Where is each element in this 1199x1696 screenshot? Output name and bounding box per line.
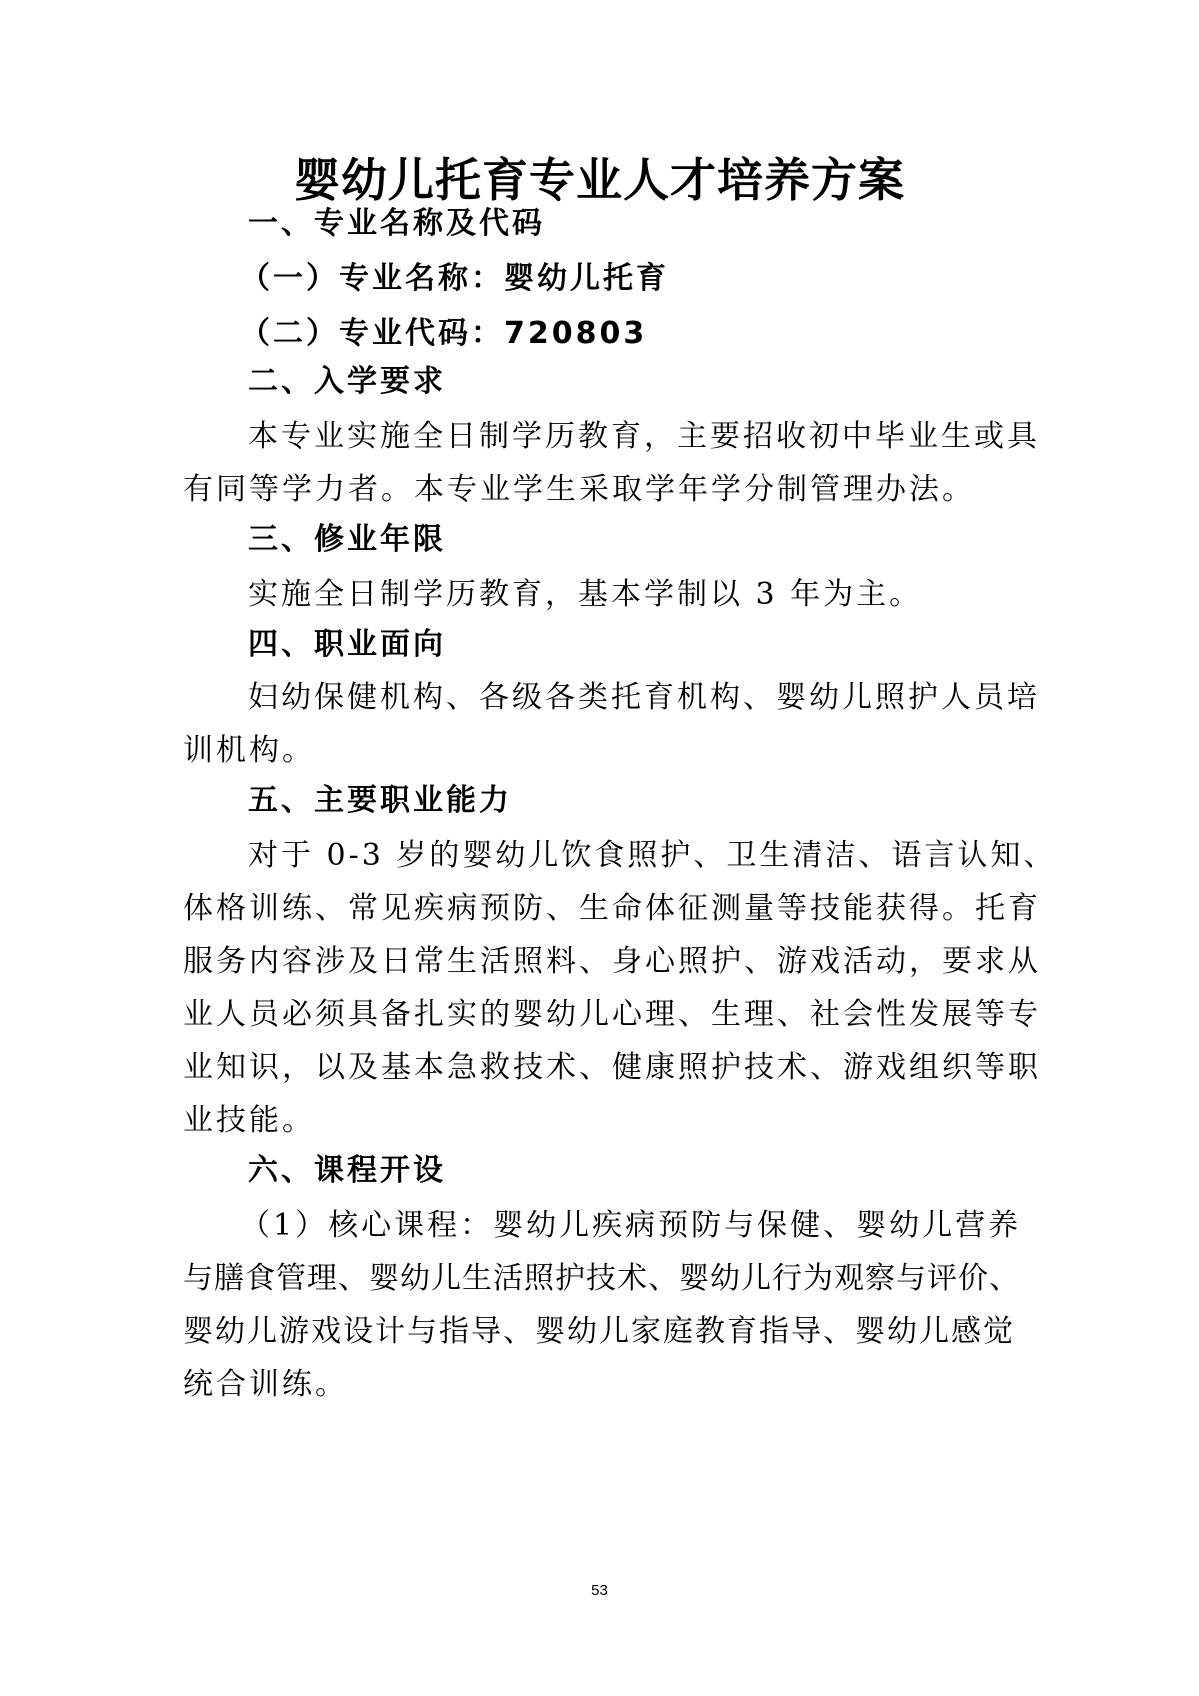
section-heading-6: 六、课程开设 [248,1153,446,1188]
section-heading-3: 三、修业年限 [248,522,446,557]
section-heading-2: 二、入学要求 [248,364,446,399]
paragraph-line: 妇幼保健机构、各级各类托育机构、婴幼儿照护人员培 [248,680,1040,715]
paragraph-line: 业知识，以及基本急救技术、健康照护技术、游戏组织等职 [183,1050,1041,1085]
paragraph-line: 统合训练。 [183,1367,348,1402]
paragraph-line: 对于 0-3 岁的婴幼儿饮食照护、卫生清洁、语言认知、 [248,838,1057,873]
paragraph-line: （1）核心课程：婴幼儿疾病预防与保健、婴幼儿营养 [240,1208,1022,1243]
subsection-major-name: （一）专业名称：婴幼儿托育 [240,261,669,296]
paragraph-line: 体格训练、常见疾病预防、生命体征测量等技能获得。托育 [183,891,1041,926]
paragraph-line: 本专业实施全日制学历教育，主要招收初中毕业生或具 [248,419,1040,454]
paragraph-line: 业人员必须具备扎实的婴幼儿心理、生理、社会性发展等专 [183,997,1041,1032]
subsection-major-code: （二）专业代码：720803 [240,316,648,351]
document-title: 婴幼儿托育专业人才培养方案 [294,153,905,207]
page-number: 53 [591,1582,608,1599]
paragraph-line: 业技能。 [183,1103,315,1138]
paragraph-line: 婴幼儿游戏设计与指导、婴幼儿家庭教育指导、婴幼儿感觉 [183,1314,1015,1349]
paragraph-line: 与膳食管理、婴幼儿生活照护技术、婴幼儿行为观察与评价、 [183,1261,1020,1296]
paragraph-line: 有同等学力者。本专业学生采取学年学分制管理办法。 [183,472,975,507]
paragraph-line: 服务内容涉及日常生活照料、身心照护、游戏活动，要求从 [183,944,1041,979]
section-heading-1: 一、专业名称及代码 [248,206,545,241]
paragraph-line: 实施全日制学历教育，基本学制以 3 年为主。 [248,577,923,612]
section-heading-5: 五、主要职业能力 [248,783,512,818]
section-heading-4: 四、职业面向 [248,627,446,662]
paragraph-line: 训机构。 [183,733,315,768]
